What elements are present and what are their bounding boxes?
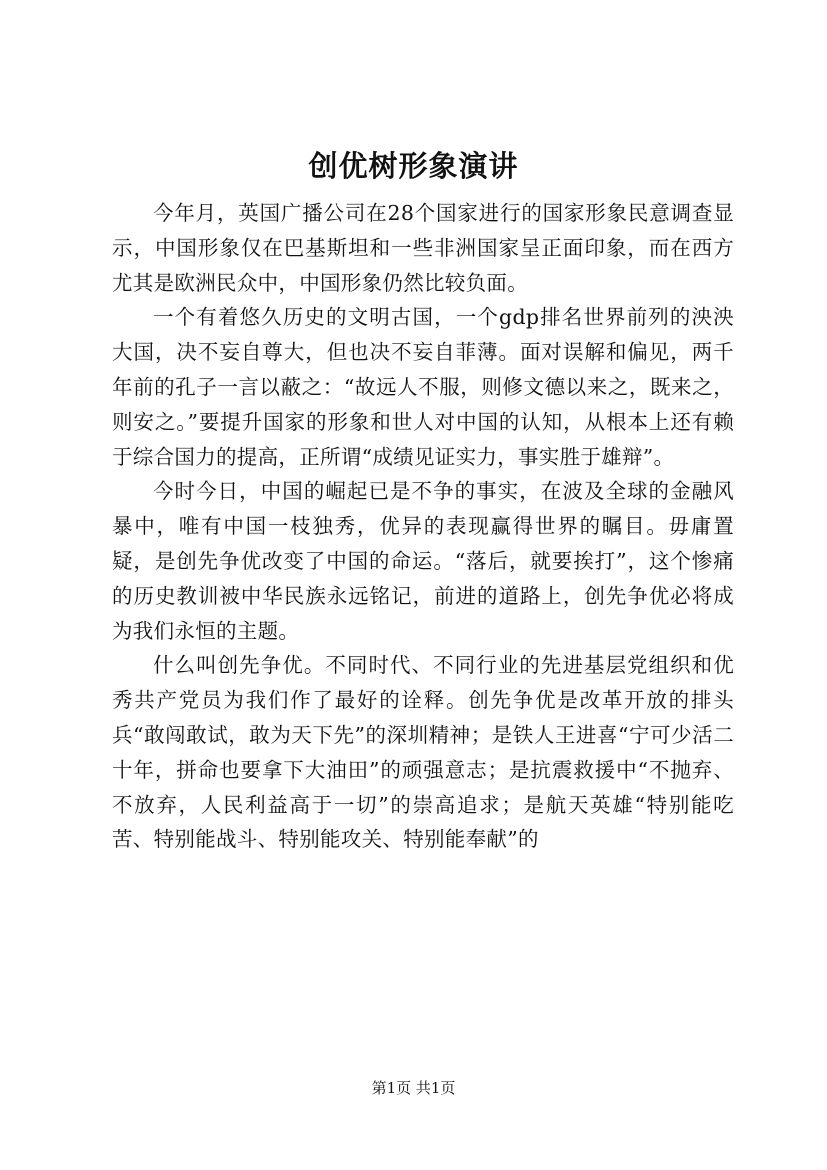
document-title: 创优树形象演讲 — [308, 149, 519, 183]
page-footer: 第1页 共1页 — [371, 1079, 456, 1097]
document-body — [112, 196, 734, 857]
paragraph-2: 一个有着悠久历史的文明古国，一个gdp排名世界前列的泱泱大国，决不妄自尊大，但也决不妄自菲薄。面对误解和偏见，两千年前的孔子一言以蔽之：“故远人不服，则修文德以来之，既来之，则安之。”要提升国家的形象和世人对中国的认知，从根本上还有赖于综合国力的提高，正所谓“成绩见证实力，事实胜于雄辩”。 — [112, 305, 734, 469]
paragraph-3: 今时今日，中国的崛起已是不争的事实，在波及全球的金融风暴中，唯有中国一枝独秀，优异的表现赢得世界的瞩目。毋庸置疑，是创先争优改变了中国的命运。“落后，就要挨打”，这个惨痛的历史教训被中华民族永远铭记，前进的道路上，创先争优必将成为我们永恒的主题。 — [112, 479, 734, 643]
paragraph-4: 什么叫创先争优。不同时代、不同行业的先进基层党组织和优秀共产党员为我们作了最好的诠释。创先争优是改革开放的排头兵“敢闯敢试，敢为天下先”的深圳精神；是铁人王进喜“宁可少活二十年，拼命也要拿下大油田”的顽强意志；是抗震救援中“不抛弃、不放弃，人民利益高于一切”的崇高追求；是航天英雄“特别能吃苦、特别能战斗、特别能攻关、特别能奉献”的 — [112, 653, 734, 852]
paragraph-1: 今年月，英国广播公司在28个国家进行的国家形象民意调查显示，中国形象仅在巴基斯坦和一些非洲国家呈正面印象，而在西方尤其是欧洲民众中，中国形象仍然比较负面。 — [112, 201, 734, 295]
